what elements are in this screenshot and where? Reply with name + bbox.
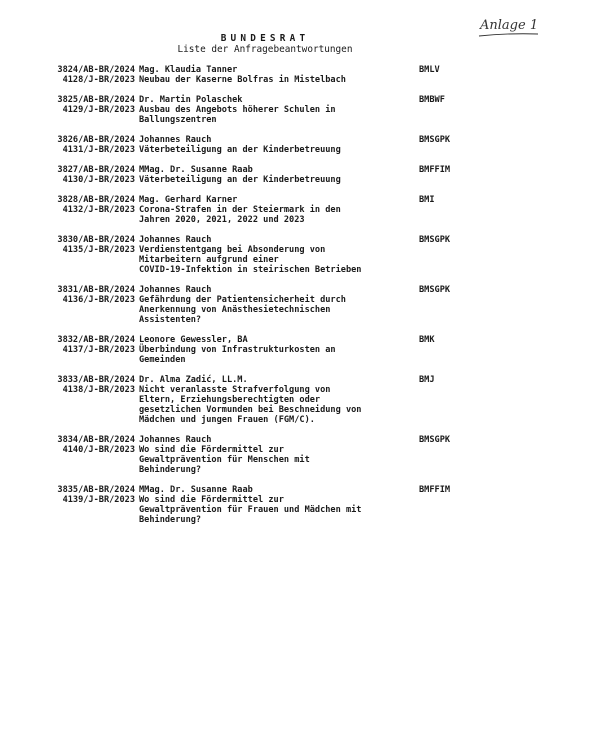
entry-body [135, 235, 409, 275]
answer-list [47, 65, 567, 535]
answering-minister: Mag. Gerhard Karner [139, 195, 238, 205]
document-subtitle: Liste der Anfragebeantwortungen [177, 44, 353, 55]
subject-line: Anerkennung von Anästhesietechnischen [139, 305, 331, 315]
subject-line: Gewaltprävention für Menschen mit [139, 455, 310, 465]
ministry-code: BMK [419, 335, 435, 345]
document-title: BUNDESRAT [220, 33, 310, 44]
entry-body [135, 375, 409, 425]
answering-minister: MMag. Dr. Susanne Raab [139, 165, 253, 175]
subject-line: Eltern, Erziehungsberechtigten oder [139, 395, 321, 405]
inquiry-reference: 4138/J-BR/2023 [62, 385, 135, 395]
subject-line: Überbindung von Infrastrukturkosten an [139, 345, 336, 355]
subject-line: Wo sind die Fördermittel zur [139, 445, 284, 455]
list-item [47, 235, 567, 275]
entry-body [135, 135, 409, 155]
reference-numbers [47, 165, 135, 185]
list-item [47, 335, 567, 365]
entry-body [135, 285, 409, 325]
answering-minister: Johannes Rauch [139, 135, 212, 145]
inquiry-reference: 4139/J-BR/2023 [62, 495, 135, 505]
reference-numbers [47, 485, 135, 525]
ministry-code: BMJ [419, 375, 435, 385]
ministry-code: BMFFIM [419, 485, 451, 495]
entry-body [135, 195, 409, 225]
answer-reference: 3835/AB-BR/2024 [57, 485, 135, 495]
list-item [47, 195, 567, 225]
svg-text:Anlage 1: Anlage 1 [480, 18, 539, 33]
answering-minister: MMag. Dr. Susanne Raab [139, 485, 253, 495]
subject-line: Neubau der Kaserne Bolfras in Mistelbach [139, 75, 346, 85]
document-header [0, 33, 530, 55]
subject-line: Behinderung? [139, 515, 202, 525]
answer-reference: 3831/AB-BR/2024 [57, 285, 135, 295]
inquiry-reference: 4140/J-BR/2023 [62, 445, 135, 455]
subject-line: Gewaltprävention für Frauen und Mädchen mit [139, 505, 362, 515]
answer-reference: 3825/AB-BR/2024 [57, 95, 135, 105]
answering-minister: Dr. Alma Zadić, LL.M. [139, 375, 248, 385]
subject-line: COVID-19-Infektion in steirischen Betrieben [139, 265, 362, 275]
answer-reference: 3824/AB-BR/2024 [57, 65, 135, 75]
subject-line: Corona-Strafen in der Steiermark in den [139, 205, 341, 215]
inquiry-reference: 4130/J-BR/2023 [62, 175, 135, 185]
list-item [47, 435, 567, 475]
subject-line: Behinderung? [139, 465, 202, 475]
subject-line: gesetzlichen Vormunden bei Beschneidung von [139, 405, 362, 415]
subject-line: Ballungszentren [139, 115, 217, 125]
inquiry-reference: 4137/J-BR/2023 [62, 345, 135, 355]
reference-numbers [47, 195, 135, 225]
reference-numbers [47, 375, 135, 425]
subject-line: Assistenten? [139, 315, 202, 325]
ministry-code: BMFFIM [419, 165, 451, 175]
ministry-code: BMSGPK [419, 435, 451, 445]
reference-numbers [47, 65, 135, 85]
list-item [47, 65, 567, 85]
inquiry-reference: 4132/J-BR/2023 [62, 205, 135, 215]
subject-line: Jahren 2020, 2021, 2022 und 2023 [139, 215, 305, 225]
inquiry-reference: 4131/J-BR/2023 [62, 145, 135, 155]
answering-minister: Johannes Rauch [139, 235, 212, 245]
ministry-code: BMSGPK [419, 235, 451, 245]
list-item [47, 375, 567, 425]
entry-body [135, 435, 409, 475]
answering-minister: Johannes Rauch [139, 285, 212, 295]
answering-minister: Mag. Klaudia Tanner [139, 65, 238, 75]
reference-numbers [47, 95, 135, 125]
entry-body [135, 335, 409, 365]
ministry-code: BMBWF [419, 95, 445, 105]
subject-line: Mitarbeitern aufgrund einer [139, 255, 279, 265]
entry-body [135, 65, 409, 85]
inquiry-reference: 4136/J-BR/2023 [62, 295, 135, 305]
reference-numbers [47, 285, 135, 325]
inquiry-reference: 4128/J-BR/2023 [62, 75, 135, 85]
subject-line: Mädchen und jungen Frauen (FGM/C). [139, 415, 315, 425]
reference-numbers [47, 435, 135, 475]
list-item [47, 95, 567, 125]
subject-line: Wo sind die Fördermittel zur [139, 495, 284, 505]
answer-reference: 3826/AB-BR/2024 [57, 135, 135, 145]
ministry-code: BMSGPK [419, 285, 451, 295]
reference-numbers [47, 335, 135, 365]
subject-line: Nicht veranlasste Strafverfolgung von [139, 385, 331, 395]
answering-minister: Dr. Martin Polaschek [139, 95, 243, 105]
inquiry-reference: 4135/J-BR/2023 [62, 245, 135, 255]
subject-line: Väterbeteiligung an der Kinderbetreuung [139, 175, 341, 185]
subject-line: Verdienstentgang bei Absonderung von [139, 245, 326, 255]
answering-minister: Leonore Gewessler, BA [139, 335, 248, 345]
list-item [47, 285, 567, 325]
subject-line: Väterbeteiligung an der Kinderbetreuung [139, 145, 341, 155]
ministry-code: BMLV [419, 65, 440, 75]
answer-reference: 3833/AB-BR/2024 [57, 375, 135, 385]
answer-reference: 3834/AB-BR/2024 [57, 435, 135, 445]
answer-reference: 3827/AB-BR/2024 [57, 165, 135, 175]
answer-reference: 3830/AB-BR/2024 [57, 235, 135, 245]
ministry-code: BMSGPK [419, 135, 451, 145]
reference-numbers [47, 235, 135, 275]
subject-line: Ausbau des Angebots höherer Schulen in [139, 105, 336, 115]
entry-body [135, 95, 409, 125]
entry-body [135, 165, 409, 185]
subject-line: Gemeinden [139, 355, 186, 365]
answer-reference: 3832/AB-BR/2024 [57, 335, 135, 345]
list-item [47, 165, 567, 185]
list-item [47, 485, 567, 525]
entry-body [135, 485, 409, 525]
reference-numbers [47, 135, 135, 155]
answering-minister: Johannes Rauch [139, 435, 212, 445]
subject-line: Gefährdung der Patientensicherheit durch [139, 295, 346, 305]
list-item [47, 135, 567, 155]
answer-reference: 3828/AB-BR/2024 [57, 195, 135, 205]
inquiry-reference: 4129/J-BR/2023 [62, 105, 135, 115]
ministry-code: BMI [419, 195, 435, 205]
